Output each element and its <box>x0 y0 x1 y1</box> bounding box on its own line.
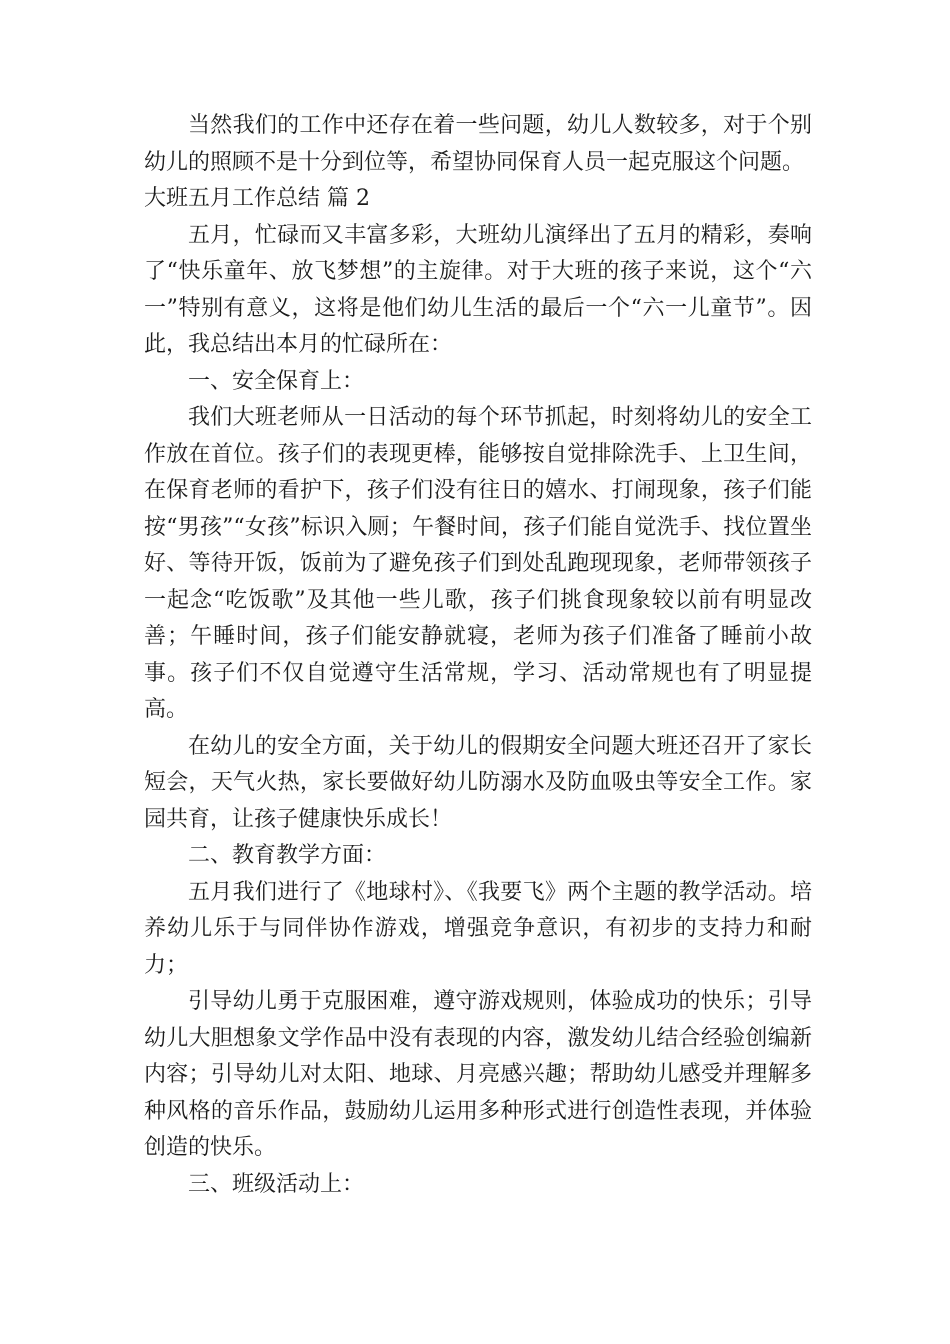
paragraph-safety-holiday: 在幼儿的安全方面，关于幼儿的假期安全问题大班还召开了家长短会，天气火热，家长要做好幼儿防溺水及防血吸虫等安全工作。家园共育，让孩子健康快乐成长！ <box>144 733 812 832</box>
paragraph-teaching-goals: 引导幼儿勇于克服困难，遵守游戏规则，体验成功的快乐；引导幼儿大胆想象文学作品中没有表现的内容，激发幼儿结合经验创编新内容；引导幼儿对太阳、地球、月亮感兴趣；帮助幼儿感受并理解多种风格的音乐作品，鼓励幼儿运用多种形式进行创造性表现，并体验创造的快乐。 <box>144 989 812 1160</box>
subheading-teaching: 二、教育教学方面： <box>188 843 387 868</box>
section-heading: 大班五月工作总结 篇 2 <box>144 186 370 211</box>
paragraph-safety-daily: 我们大班老师从一日活动的每个环节抓起，时刻将幼儿的安全工作放在首位。孩子们的表现更棒，能够按自觉排除洗手、上卫生间，在保育老师的看护下，孩子们没有往日的嬉水、打闹现象，孩子们能按“男孩”“女孩”标识入厕；午餐时间，孩子们能自觉洗手、找位置坐好、等待开饭，饭前为了避免孩子们到处乱跑现现象，老师带领孩子一起念“吃饭歌”及其他一些儿歌，孩子们挑食现象较以前有明显改善；午睡时间，孩子们能安静就寝，老师为孩子们准备了睡前小故事。孩子们不仅自觉遵守生活常规，学习、活动常规也有了明显提高。 <box>144 405 812 722</box>
document-page <box>144 108 812 1203</box>
paragraph-closing-note: 当然我们的工作中还存在着一些问题，幼儿人数较多，对于个别幼儿的照顾不是十分到位等，希望协同保育人员一起克服这个问题。 <box>144 113 812 175</box>
subheading-class-activities: 三、班级活动上： <box>188 1171 365 1197</box>
subheading-safety: 一、安全保育上： <box>188 368 365 394</box>
paragraph-teaching-themes: 五月我们进行了《地球村》、《我要飞》两个主题的教学活动。培养幼儿乐于与同伴协作游戏，增强竞争意识，有初步的支持力和耐力； <box>144 879 812 978</box>
paragraph-intro: 五月，忙碌而又丰富多彩，大班幼儿演绎出了五月的精彩，奏响了“快乐童年、放飞梦想”的主旋律。对于大班的孩子来说，这个“六一”特别有意义，这将是他们幼儿生活的最后一个“六一儿童节”。因此，我总结出本月的忙碌所在： <box>144 222 812 357</box>
